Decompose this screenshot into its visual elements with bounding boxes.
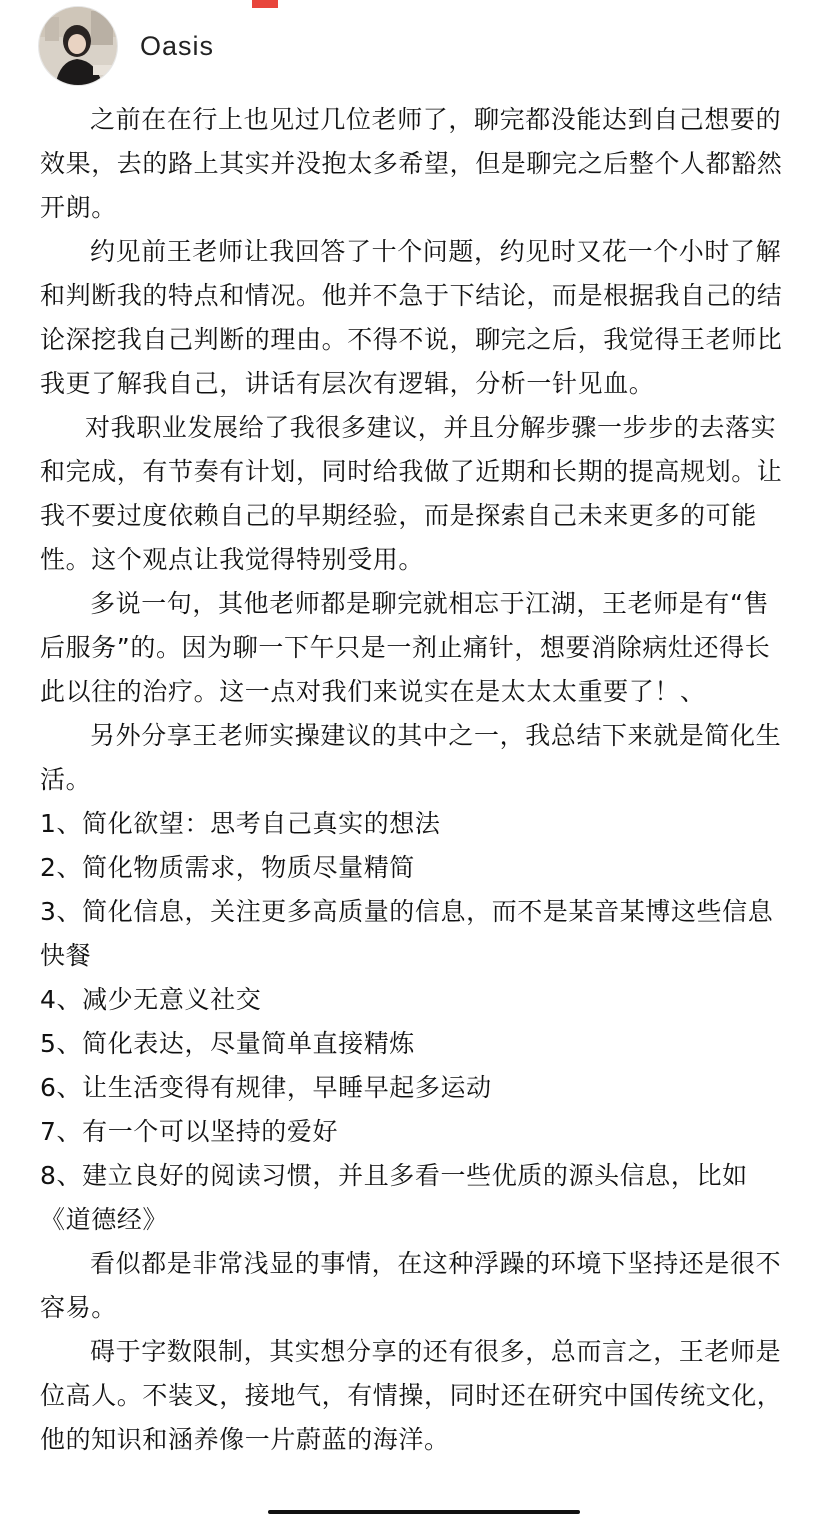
list-item: 2、简化物质需求，物质尽量精简	[40, 853, 415, 882]
list-item: 1、简化欲望：思考自己真实的想法	[40, 809, 441, 838]
list-item: 6、让生活变得有规律，早睡早起多运动	[40, 1073, 492, 1102]
username[interactable]: Oasis	[140, 30, 215, 61]
post-paragraph: 看似都是非常浅显的事情，在这种浮躁的环境下坚持还是很不容易。	[40, 1249, 782, 1322]
list-item: 7、有一个可以坚持的爱好	[40, 1117, 339, 1146]
post-paragraph: 多说一句，其他老师都是聊完就相忘于江湖，王老师是有“售后服务”的。因为聊一下午只是一剂止痛针，想要消除病灶还得长此以往的治疗。这一点对我们来说实在是太太太重要了！、	[40, 589, 771, 706]
list-item: 5、简化表达，尽量简单直接精炼	[40, 1029, 415, 1058]
user-avatar-icon[interactable]	[38, 6, 118, 86]
top-red-marker	[252, 0, 278, 8]
list-item: 8、建立良好的阅读习惯，并且多看一些优质的源头信息，比如《道德经》	[40, 1161, 748, 1234]
list-item: 3、简化信息，关注更多高质量的信息，而不是某音某博这些信息快餐	[40, 897, 774, 970]
list-item: 4、减少无意义社交	[40, 985, 262, 1014]
post-content	[40, 98, 792, 1462]
post-paragraph: 约见前王老师让我回答了十个问题，约见时又花一个小时了解和判断我的特点和情况。他并不急于下结论，而是根据我自己的结论深挖我自己判断的理由。不得不说，聊完之后，我觉得王老师比我更了解我自己，讲话有层次有逻辑，分析一针见血。	[40, 237, 783, 398]
post-paragraph: 对我职业发展给了我很多建议，并且分解步骤一步步的去落实和完成，有节奏有计划，同时给我做了近期和长期的提高规划。让我不要过度依赖自己的早期经验，而是探索自己未来更多的可能性。这个观点让我觉得特别受用。	[40, 413, 783, 574]
post-header	[38, 6, 214, 86]
post-paragraph: 之前在在行上也见过几位老师了，聊完都没能达到自己想要的效果，去的路上其实并没抱太多希望，但是聊完之后整个人都豁然开朗。	[40, 105, 783, 222]
post-paragraph: 碍于字数限制，其实想分享的还有很多，总而言之，王老师是位高人。不装叉，接地气，有情操，同时还在研究中国传统文化，他的知识和涵养像一片蔚蓝的海洋。	[40, 1337, 783, 1454]
post-paragraph: 另外分享王老师实操建议的其中之一，我总结下来就是简化生活。	[40, 721, 782, 794]
strike-through-line	[268, 1510, 580, 1514]
